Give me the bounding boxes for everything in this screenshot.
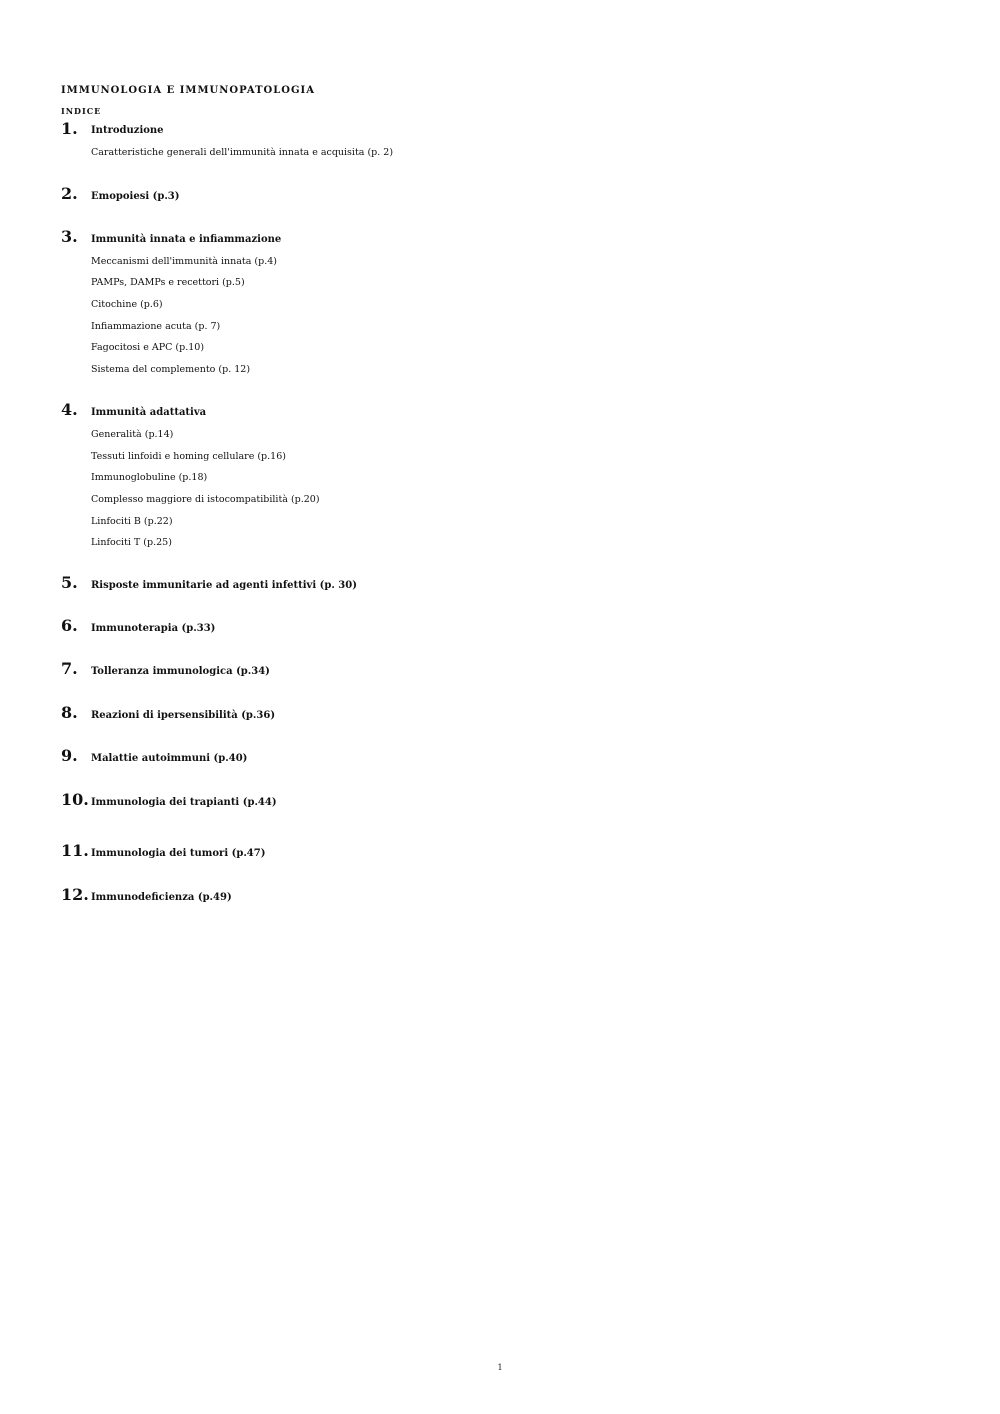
section-number: 6. [61, 616, 78, 635]
toc-item: Immunoglobuline (p.18) [91, 472, 208, 483]
section-number: 11. [61, 841, 89, 860]
toc-item: Linfociti B (p.22) [91, 516, 173, 527]
toc-item: Infiammazione acuta (p. 7) [91, 321, 221, 332]
toc-item: Meccanismi dell'immunità innata (p.4) [91, 256, 277, 267]
toc-item: Citochine (p.6) [91, 299, 163, 310]
page-number: 1 [497, 1363, 503, 1372]
section-number: 5. [61, 573, 78, 592]
index-label: INDICE [61, 106, 102, 116]
toc-item: Linfociti T (p.25) [91, 537, 172, 548]
toc-item: Fagocitosi e APC (p.10) [91, 342, 205, 353]
section-title: Immunità adattativa [91, 407, 207, 418]
section-title: Immunità innata e infiammazione [91, 234, 282, 245]
section-number: 10. [61, 790, 89, 809]
section-title: Malattie autoimmuni (p.40) [91, 753, 248, 764]
section-title: Immunoterapia (p.33) [91, 623, 216, 634]
toc-item: Caratteristiche generali dell'immunità innata e acquisita (p. 2) [91, 147, 394, 158]
section-number: 8. [61, 703, 78, 722]
section-number: 9. [61, 746, 78, 765]
section-number: 1. [61, 119, 78, 138]
section-number: 3. [61, 227, 78, 246]
section-title: Immunologia dei tumori (p.47) [91, 848, 266, 859]
section-title: Reazioni di ipersensibilità (p.36) [91, 710, 276, 721]
section-number: 7. [61, 659, 78, 678]
toc-item: Sistema del complemento (p. 12) [91, 364, 251, 375]
section-title: Tolleranza immunologica (p.34) [91, 666, 270, 677]
toc-item: Tessuti linfoidi e homing cellulare (p.16) [91, 451, 286, 462]
section-title: Emopoiesi (p.3) [91, 191, 180, 202]
section-title: Immunologia dei trapianti (p.44) [91, 797, 277, 808]
toc-item: Generalità (p.14) [91, 429, 174, 440]
section-title: Immunodeficienza (p.49) [91, 892, 232, 903]
section-number: 2. [61, 184, 78, 203]
section-number: 12. [61, 885, 89, 904]
section-title: Introduzione [91, 125, 164, 136]
toc-item: Complesso maggiore di istocompatibilità (p.20) [91, 494, 320, 505]
document-title: IMMUNOLOGIA E IMMUNOPATOLOGIA [61, 85, 315, 96]
toc-item: PAMPs, DAMPs e recettori (p.5) [91, 277, 245, 288]
section-title: Risposte immunitarie ad agenti infettivi (p. 30) [91, 580, 357, 591]
section-number: 4. [61, 400, 78, 419]
